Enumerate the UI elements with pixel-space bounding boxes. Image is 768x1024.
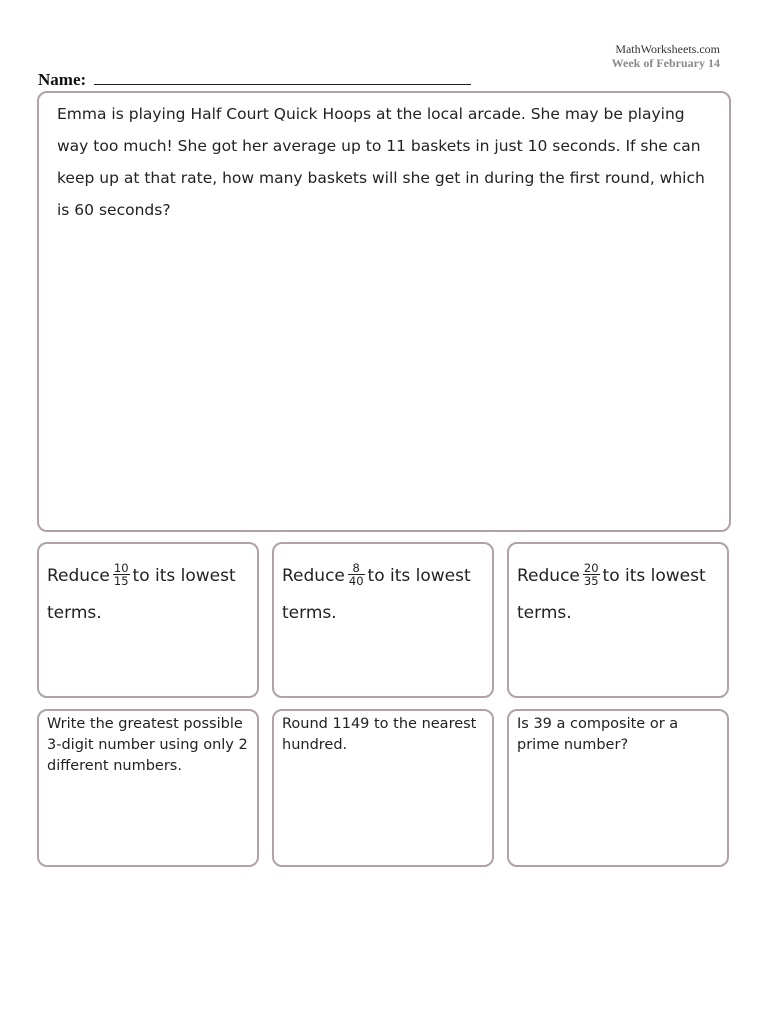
reduce-problem-text xyxy=(282,558,486,632)
reduce-problem-text xyxy=(47,558,251,632)
site-header xyxy=(612,42,720,70)
name-blank-line[interactable] xyxy=(94,84,471,85)
reduce-prefix: Reduce xyxy=(47,566,110,586)
fraction-numerator: 10 xyxy=(113,560,129,575)
reduce-problem-text xyxy=(517,558,721,632)
reduce-problem-box-2[interactable] xyxy=(272,542,494,698)
name-label: Name: xyxy=(38,70,87,89)
site-name: MathWorksheets.com xyxy=(615,42,720,56)
short-problem-box-3[interactable] xyxy=(507,709,729,867)
fraction xyxy=(348,562,365,587)
fraction-denominator: 15 xyxy=(113,573,129,588)
reduce-problem-box-3[interactable] xyxy=(507,542,729,698)
fraction-denominator: 40 xyxy=(348,573,364,588)
short-problem-box-2[interactable] xyxy=(272,709,494,867)
short-problem-text: Is 39 a composite or a prime number? xyxy=(517,716,679,753)
reduce-suffix: to its lowest terms. xyxy=(47,566,236,623)
short-problem-text: Write the greatest possible 3-digit number using only 2 different numbers. xyxy=(47,716,248,774)
word-problem-text: Emma is playing Half Court Quick Hoops at the local arcade. She may be playing way too much! She got her average up to 11 baskets in just 10 seconds. If she can keep up at that rate, how many baskets will she get in during the first round, which is 60 seconds? xyxy=(57,105,705,219)
fraction-denominator: 35 xyxy=(583,573,599,588)
fraction-numerator: 8 xyxy=(348,562,365,575)
fraction xyxy=(113,562,130,587)
short-problem-text: Round 1149 to the nearest hundred. xyxy=(282,716,477,753)
reduce-suffix: to its lowest terms. xyxy=(282,566,471,623)
reduce-problem-box-1[interactable] xyxy=(37,542,259,698)
word-problem-box[interactable] xyxy=(37,91,731,532)
fraction-numerator: 20 xyxy=(583,560,599,575)
reduce-prefix: Reduce xyxy=(517,566,580,586)
fraction xyxy=(583,562,600,587)
short-problem-box-1[interactable] xyxy=(37,709,259,867)
week-label: Week of February 14 xyxy=(611,56,720,70)
reduce-suffix: to its lowest terms. xyxy=(517,566,706,623)
reduce-prefix: Reduce xyxy=(282,566,345,586)
